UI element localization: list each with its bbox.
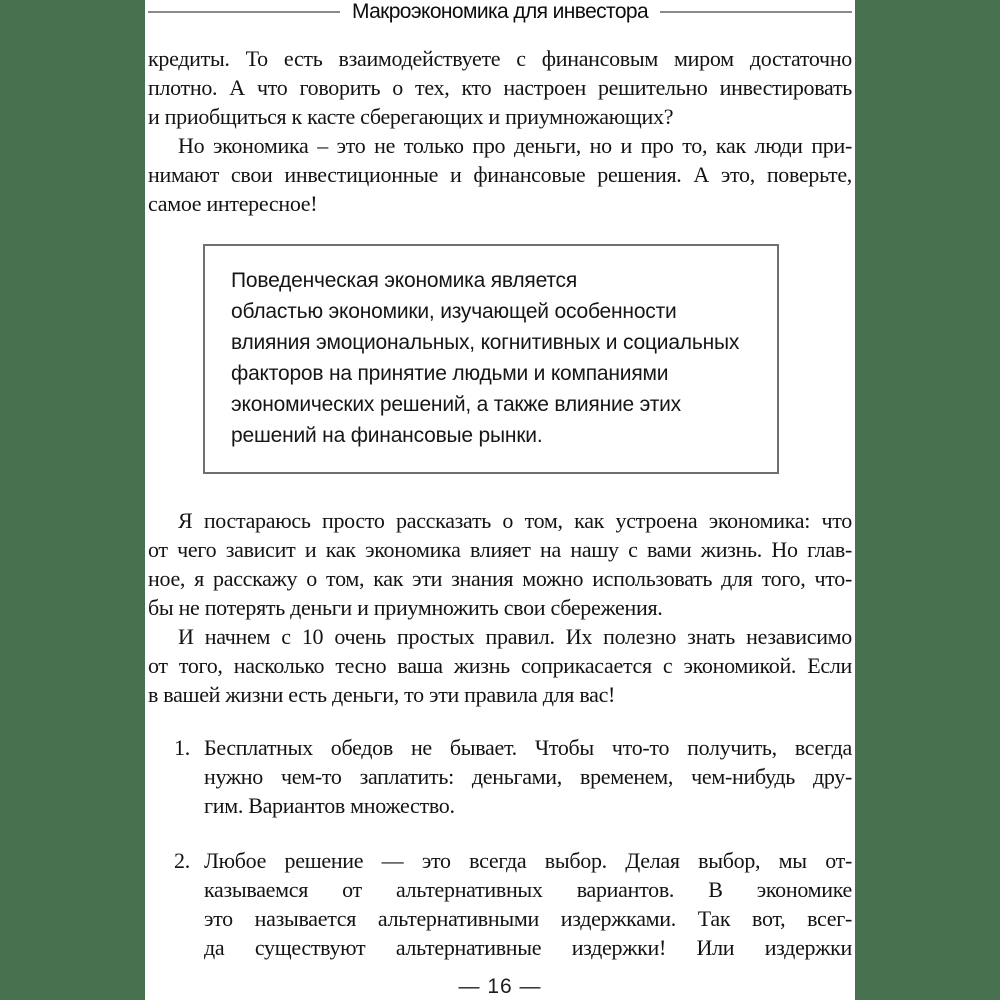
- text-line: нимают свои инвестиционные и финансовые решения. А это, поверьте,: [148, 162, 852, 187]
- book-page: [145, 0, 855, 1000]
- list-item-number: 2.: [174, 848, 190, 873]
- text-line: Бесплатных обедов не бывает. Чтобы что-то получить, всегда: [204, 735, 852, 760]
- text-line: от чего зависит и как экономика влияет на нашу с вами жизнь. Но глав-: [148, 537, 852, 562]
- text-line: от того, насколько тесно ваша жизнь соприкасается с экономикой. Если: [148, 653, 852, 678]
- rules-list: [148, 733, 852, 962]
- running-head: [148, 0, 852, 24]
- paragraph: [148, 44, 852, 131]
- text-line: да существуют альтернативные издержки! Или издержки: [204, 935, 852, 960]
- text-line: экономических решений, а также влияние этих: [231, 393, 681, 416]
- text-line: и приобщиться к касте сберегающих и приумножающих?: [148, 104, 674, 129]
- book-title: Макроэкономика для инвестора: [351, 0, 649, 23]
- text-line: Но экономика – это не только про деньги, но и про то, как люди при-: [178, 133, 852, 158]
- list-item: [148, 733, 852, 820]
- text-line: областью экономики, изучающей особенности: [231, 300, 677, 323]
- list-item: [148, 846, 852, 962]
- list-item-number: 1.: [174, 735, 190, 760]
- list-item-text: [204, 733, 852, 820]
- header-rule-right: [660, 11, 852, 13]
- definition-box: [203, 244, 779, 474]
- text-line: в вашей жизни есть деньги, то эти правила для вас!: [148, 682, 616, 707]
- list-item-text: [204, 846, 852, 962]
- text-line: казываемся от альтернативных вариантов. В экономике: [204, 877, 852, 902]
- paragraph: [148, 131, 852, 218]
- text-line: факторов на принятие людьми и компаниями: [231, 362, 669, 385]
- text-line: влияния эмоциональных, когнитивных и социальных: [231, 331, 740, 354]
- page-number: — 16 —: [458, 975, 542, 998]
- paragraph: [148, 506, 852, 622]
- page-body: [148, 44, 852, 1000]
- text-line: бы не потерять деньги и приумножить свои сбережения.: [148, 595, 663, 620]
- text-line: ное, я расскажу о том, как эти знания можно использовать для того, что-: [148, 566, 852, 591]
- text-line: самое интересное!: [148, 191, 318, 216]
- text-line: это называется альтернативными издержками. Так вот, всег-: [204, 906, 852, 931]
- text-line: решений на финансовые рынки.: [231, 424, 543, 447]
- text-line: плотно. А что говорить о тех, кто настроен решительно инвестировать: [148, 75, 852, 100]
- text-line: Поведенческая экономика является: [231, 269, 578, 292]
- text-line: нужно чем-то заплатить: деньгами, временем, чем-нибудь дру-: [204, 764, 852, 789]
- header-rule-left: [148, 11, 340, 13]
- text-line: гим. Вариантов множество.: [204, 793, 455, 818]
- text-line: Я постараюсь просто рассказать о том, как устроена экономика: что: [178, 508, 852, 533]
- text-line: Любое решение — это всегда выбор. Делая выбор, мы от-: [204, 848, 852, 873]
- paragraph: [148, 622, 852, 709]
- text-line: И начнем с 10 очень простых правил. Их полезно знать независимо: [178, 624, 852, 649]
- text-line: кредиты. То есть взаимодействуете с финансовым миром достаточно: [148, 46, 852, 71]
